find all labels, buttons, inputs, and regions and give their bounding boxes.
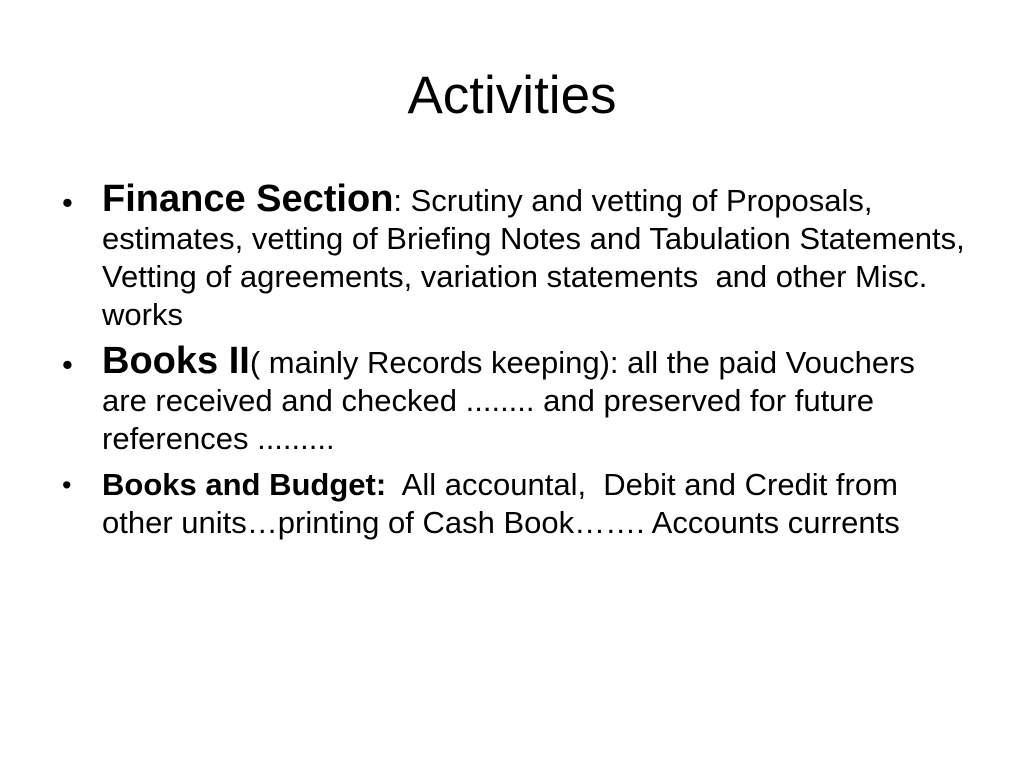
slide-title: Activities	[407, 66, 617, 125]
bullet-text: ( mainly Records keeping): all the paid Vouchers are received and checked ........ and preserved for future references .........	[102, 345, 915, 456]
bullet-icon: •	[62, 347, 73, 382]
bullet-item-finance-section	[62, 178, 974, 334]
bullet-item-books-ii	[62, 342, 967, 458]
bullet-icon: •	[62, 185, 73, 220]
bullet-icon: •	[62, 470, 72, 500]
bullet-item-books-and-budget	[62, 466, 967, 542]
bullet-list	[62, 178, 974, 542]
bullet-heading: Books and Budget:	[102, 467, 387, 502]
bullet-heading: Finance Section	[102, 178, 394, 220]
bullet-heading: Books II	[102, 340, 250, 382]
bullet-text: All accountal, Debit and Credit from other units…printing of Cash Book……. Accounts currents	[102, 467, 907, 540]
bullet-text: : Scrutiny and vetting of Proposals, estimates, vetting of Briefing Notes and Tabulation Statements, Vetting of agreements, variation statements and other Misc. works	[102, 183, 974, 332]
